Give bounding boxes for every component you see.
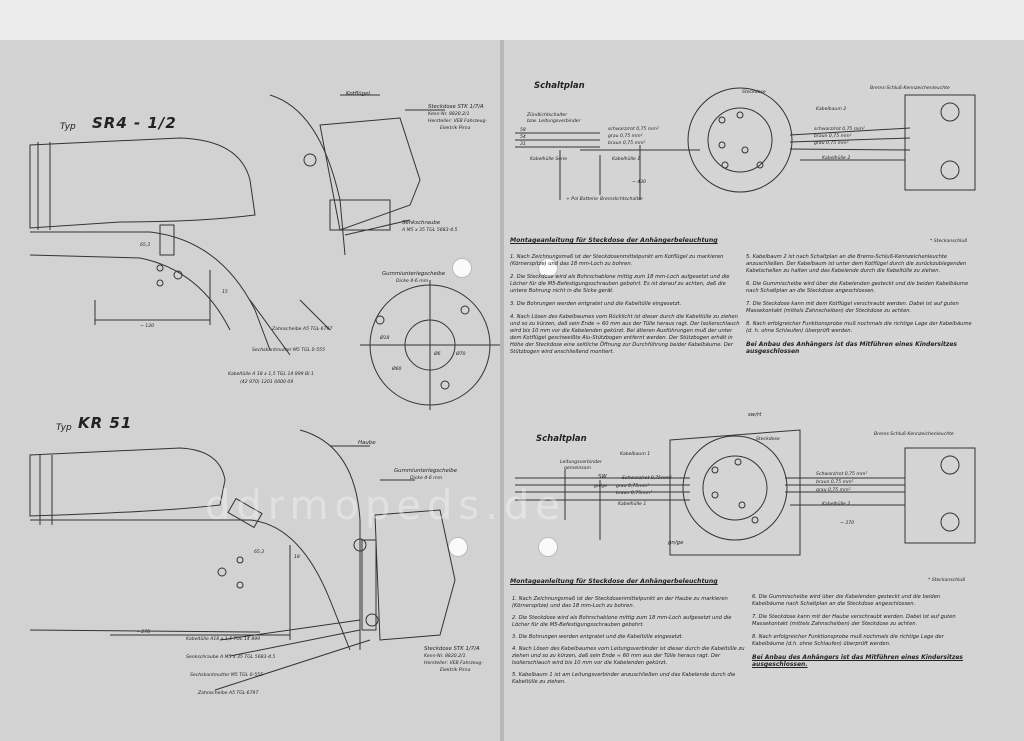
montage2-step: 2. Die Steckdose wird als Bohrschablone mittig zum 18 mm-Loch aufgesetzt und die Löcher für die M5-Befestigungsschrauben gebohrt. — [512, 615, 732, 628]
sr4-flange-hole — [376, 316, 384, 324]
montage2-steps-left — [512, 596, 746, 686]
montage1-step: 7. Die Steckdose kann mit dem Kotflügel verschraubt werden. Dabei ist auf guten Massekontakt (mittels Zahnscheiben) der Steckdose zu achten. — [746, 301, 959, 314]
kr51-hole — [237, 557, 243, 563]
s2-sw-rt: sw/rt — [748, 412, 762, 418]
montage2-step: 5. Kabelbaum 1 ist am Leitungsverbinder anzuschließen und das Kabelende durch die Kabeltülle zu ziehen. — [512, 672, 736, 685]
sr4-model-title: SR4 - 1/2 — [92, 114, 177, 132]
montage1-title: Montageanleitung für Steckdose der Anhängerbeleuchtung — [510, 237, 718, 244]
label-sechskant-kr51: Sechskantmutter M5 TGL 0-555 — [190, 673, 264, 678]
dim-6: Ø6 — [434, 352, 441, 357]
label-kabeltuelle: Kabeltülle A 18 x 1,5 TGL 14 899 Bl.1 — [228, 372, 314, 377]
label-steckdose: Steckdose STK 1/7/A — [428, 104, 484, 110]
label-gummi-dicke-kr51: Dicke 4-6 mm — [410, 476, 443, 481]
schema2-lamp — [941, 513, 959, 531]
schema2-lamp — [941, 456, 959, 474]
schema2-pin — [712, 492, 718, 498]
s1-grau2: grau 0,75 mm² — [814, 141, 849, 146]
montage2-step: 7. Die Steckdose kann mit der Haube verschraubt werden. Dabei ist auf guten Massekontakt (mittels Zahnscheiben) der Steckdose zu achten. — [752, 614, 956, 627]
label-steckdose-kr51: Steckdose STK 1/7/A — [424, 646, 480, 652]
s2-kabelhuelle2: Kabelhülle 2 — [822, 502, 851, 507]
label-zahnscheibe: Zahnscheibe A5 TGL-6797 — [272, 327, 333, 332]
montage2-step: 3. Die Bohrungen werden entgratet und die Kabeltülle eingesetzt. — [512, 634, 684, 640]
s2-schwarz-rot: Schwarz/rot 0,75 mm² — [816, 472, 868, 477]
kr51-model-title: KR 51 — [78, 414, 133, 432]
sr4-screw — [304, 154, 316, 166]
label-kenn-nr-kr51: Kenn-Nr. 8820.2/1 — [424, 654, 466, 659]
s1-kabelbaum2: Kabelbaum 2 — [816, 107, 847, 112]
kr51-seat-outline — [30, 448, 225, 516]
label-kabeltuelle-kr51: Kabeltülle A18 x 1,5 TGL 14 899 — [186, 637, 261, 642]
s1-wire-58: 58 — [520, 128, 526, 133]
sr4-dim-line — [95, 270, 210, 325]
s1-steckanschluss: * Steckanschluß — [930, 239, 968, 244]
montage2-note: Bei Anbau des Anhängers ist das Mitführen eines Kindersitzes ausgeschlossen. — [752, 654, 964, 668]
montage2-step: 6. Die Gummischeibe wird über die Kabelenden gesteckt und die beiden Kabelbäume nach Schaltplan an die Steckdose angeschlossen. — [752, 594, 941, 607]
schema1-pin — [742, 147, 748, 153]
label-kenn-nr: Kenn-Nr. 8820.2/1 — [428, 112, 470, 117]
label-haube: Haube — [358, 440, 376, 446]
label-hersteller-kr51: Hersteller: VEB Fahrzeug- — [424, 661, 484, 666]
s1-grau: grau 0,75 mm² — [608, 134, 643, 139]
schema1-socket-outer — [688, 88, 792, 192]
s1-dim-430: ~ 430 — [632, 180, 647, 185]
dim-120: ~ 120 — [140, 324, 155, 329]
label-gummi-dicke: Dicke 4-6 mm — [396, 279, 429, 284]
montage2-step: 4. Nach Lösen des Kabelbaumes vom Leitungsverbinder ist dieser durch die Kabeltülle zu ziehen und so zu kürzen, daß sein Ende ≈ 60 mm aus der Tülle heraus ragt. Der Isolierschlauch wird bis 10 mm vor die Kabelenden gekürzt. — [512, 646, 745, 666]
kr51-haube-curve — [300, 430, 360, 650]
kr51-hole — [218, 568, 226, 576]
s2-steckanschluss: * Steckanschluß — [928, 578, 966, 583]
s1-kabelhuelle-serie: Kabelhülle Serie — [530, 157, 568, 162]
label-elektrik-kr51: Elektrik Pirna — [440, 668, 471, 673]
montage2-steps-right — [752, 594, 974, 668]
s1-zuendlicht: Zündlichtschalter — [527, 113, 568, 118]
s2-dim-370: ~ 370 — [840, 521, 855, 526]
montage1-step: 4. Nach Lösen des Kabelbaumes vom Rücklicht ist dieser durch die Kabeltülle zu ziehen und so zu kürzen, daß sein Ende ≈ 60 mm aus der Tülle heraus ragt. Der Isolierschlauch wird bis 10 mm vor die Kabelenden gekürzt. Bei älteren Ausführungen muß der unter dem Kotflügel geschweißte Alu-Stützbogen entfernt werden. Der Stützbogen erhält in Höhe der Steckdose eine seitliche Öffnung zur Durchführung beider Kabelbäume. Der Stützbogen wird anschließend montiert. — [510, 314, 740, 355]
label-gummi-kr51: Gummiunterlegscheibe — [394, 468, 458, 474]
montage1-steps-left — [510, 254, 742, 356]
s2-schwarz: Schwarz/rot 0,75mm² — [622, 476, 672, 481]
schema1-pin — [719, 142, 725, 148]
label-gummi: Gummiunterlegscheibe — [382, 271, 446, 277]
schema1-pin — [719, 117, 725, 123]
sr4-seat-band — [38, 142, 50, 230]
schema1-pin — [737, 112, 743, 118]
dim-18-kr51: 18 — [294, 555, 300, 560]
label-zahnscheibe-kr51: Zahnscheibe A5 TGL-6797 — [198, 691, 259, 696]
label-senkschraube-spec: A M5 x 35 TGL 5683-4.5 — [402, 228, 458, 233]
montage1-step: 5. Kabelbaum 2 ist nach Schaltplan an die Brems-Schluß-Kennzeichenleuchte anzuschließen. Der Kabelbaum ist unter dem Kotflügel durch die zurückzubiegenden Kabelschellen zu halten und das Kabelende durch die Kabeltülle zu ziehen. — [746, 254, 967, 274]
montage2-step: 8. Nach erfolgreicher Funktionsprobe muß nochmals die richtige Lage der Kabelbäume (d.h. ohne Schlaufen) überprüft werden. — [752, 634, 944, 647]
s2-grau: grau 0,75mm² — [616, 484, 650, 489]
s2-sw: SW — [598, 474, 607, 480]
dim-60: Ø60 — [392, 367, 402, 372]
dim-65-3-kr51: 65,3 — [254, 550, 265, 555]
schema1-title: Schaltplan — [534, 81, 585, 91]
schema2-pin — [712, 467, 718, 473]
schema1-lamp-box — [905, 95, 975, 190]
montage2-title: Montageanleitung für Steckdose der Anhängerbeleuchtung — [510, 578, 718, 585]
label-kotfluegel: Kotflügel — [346, 91, 370, 97]
montage1-step: 8. Nach erfolgreicher Funktionsprobe muß nochmals die richtige Lage der Kabelbäume (d. h. ohne Schlaufen) überprüft werden. — [746, 321, 972, 334]
kr51-seat-band — [40, 455, 52, 525]
dim-65-3: 65,3 — [140, 243, 151, 248]
sr4-seat-outline — [30, 138, 255, 228]
s1-braun2: braun 0,75 mm² — [814, 134, 852, 139]
s1-wire-31: 31 — [520, 142, 526, 147]
sr4-flange-hole — [441, 381, 449, 389]
dim-270: ~ 270 — [136, 630, 151, 635]
schema2-pin — [735, 459, 741, 465]
s1-schwarz: schwarz/rot 0,75 mm² — [608, 127, 659, 132]
s1-brems-schluss: Brems-Schluß-Kennzeichenleuchte — [870, 86, 950, 91]
schema2-pin — [739, 502, 745, 508]
montage1-step: 3. Die Bohrungen werden entgratet und die Kabeltülle eingesetzt. — [510, 301, 682, 307]
montage1-step: 2. Die Steckdose wird als Bohrschablone mittig zum 18 mm-Loch aufgesetzt und die Löcher für die M5-Befestigungsschrauben gebohrt. Es ist darauf zu achten, daß die untere Bohrung nicht in die Sicke gerät. — [510, 274, 730, 294]
s2-grau2: grau 0,75 mm² — [816, 488, 851, 493]
s2-kabelbaum1: Kabelbaum 1 — [620, 452, 651, 457]
s1-leitungsverbinder: bzw. Leitungsverbinder — [527, 119, 581, 124]
sr4-fender-outline — [30, 232, 270, 350]
montage1-note: Bei Anbau des Anhängers ist das Mitführen eines Kindersitzes ausgeschlossen — [746, 341, 958, 355]
s1-braun: braun 0,75 mm² — [608, 141, 646, 146]
s2-brems-schluss: Brems-Schluß-Kennzeichenleuchte — [874, 432, 954, 437]
montage1-steps-right — [746, 254, 972, 355]
dim-15: 15 — [222, 290, 228, 295]
dim-70: Ø70 — [456, 352, 466, 357]
s1-pol-batterie: + Pol Batterie — [566, 197, 599, 202]
label-elektrik: Elektrik Pirna — [440, 126, 471, 131]
schema2-socket-inner — [703, 456, 767, 520]
watermark: ddrmopeds.de — [205, 483, 566, 529]
s2-gn-ge: gn/ge — [594, 484, 608, 489]
s1-kabelhuelle1: Kabelhülle 1 — [612, 157, 641, 162]
schema2-pin — [752, 517, 758, 523]
sr4-socket-body — [320, 118, 420, 230]
schema2-lamp-box — [905, 448, 975, 543]
s1-kabelhuelle2: Kabelhülle 2 — [822, 156, 851, 161]
schema2-title: Schaltplan — [536, 434, 587, 444]
s1-steckdose: Steckdose — [742, 90, 766, 95]
sr4-hole — [157, 280, 163, 286]
label-senkschraube: Senkschraube — [402, 220, 441, 226]
sr4-bracket — [160, 225, 174, 255]
montage1-step: 6. Die Gummischeibe wird über die Kabelenden gesteckt und die beiden Kabelbäume nach Schaltplan an die Steckdose angeschlossen. — [746, 281, 969, 294]
kr51-body-outline — [30, 520, 350, 650]
label-hersteller: Hersteller: VEB Fahrzeug- — [428, 119, 488, 124]
kr51-socket-flange — [362, 540, 376, 630]
s1-wire-54: 54 — [520, 135, 526, 140]
sr4-hole — [157, 265, 163, 271]
kr51-dim-line — [110, 545, 290, 640]
sr4-kotfluegel-curve — [270, 95, 345, 255]
kr51-socket-body — [375, 510, 455, 640]
schema1-pin — [722, 162, 728, 168]
sr4-typ-label: Typ — [60, 122, 76, 132]
s2-leitungsverbinder: Leitungsverbinder — [560, 460, 602, 465]
schema2-socket-outer — [683, 436, 787, 540]
s2-steckdose: Steckdose — [756, 437, 780, 442]
kr51-typ-label: Typ — [56, 423, 72, 433]
montage1-step: 1. Nach Zeichnungsmaß ist der Steckdosenmittelpunkt am Kotflügel zu markieren (Körnerspitze) und das 18 mm-Loch zu bohren. — [510, 254, 724, 267]
dim-18: Ø18 — [380, 336, 390, 341]
s2-kabelhuelle1: Kabelhülle 1 — [618, 502, 647, 507]
s1-schwarz-rot: schwarz/rot 0,75 mm² — [814, 127, 865, 132]
schema1-lamp — [941, 103, 959, 121]
label-senkschraube-kr51: Senkschraube A M5 x 35 TGL 5683-4.5 — [186, 655, 276, 660]
label-sechskant: Sechskantmutter M5 TGL 0-555 — [252, 348, 326, 353]
s1-bremslicht: Bremslichtschalter — [600, 197, 643, 202]
schema1-lamp — [941, 161, 959, 179]
s2-gn-ge-bottom: gn/ge — [668, 540, 684, 546]
montage2-step: 1. Nach Zeichnungsmaß ist der Steckdosenmittelpunkt an der Haube zu markieren (Körnerspitze) und das 18 mm-Loch zu bohren. — [512, 596, 728, 609]
s2-gemeinsam: gemeinsam — [564, 466, 591, 471]
label-kabeltuelle-nr: (42 970) 1201 0000 09 — [240, 380, 294, 385]
sr4-flange-hole — [461, 306, 469, 314]
kr51-hole — [237, 582, 243, 588]
s2-braun: braun 0,75mm² — [616, 491, 652, 496]
sr4-flange-axis — [360, 280, 500, 410]
s2-braun2: braun 0,75 mm² — [816, 480, 854, 485]
